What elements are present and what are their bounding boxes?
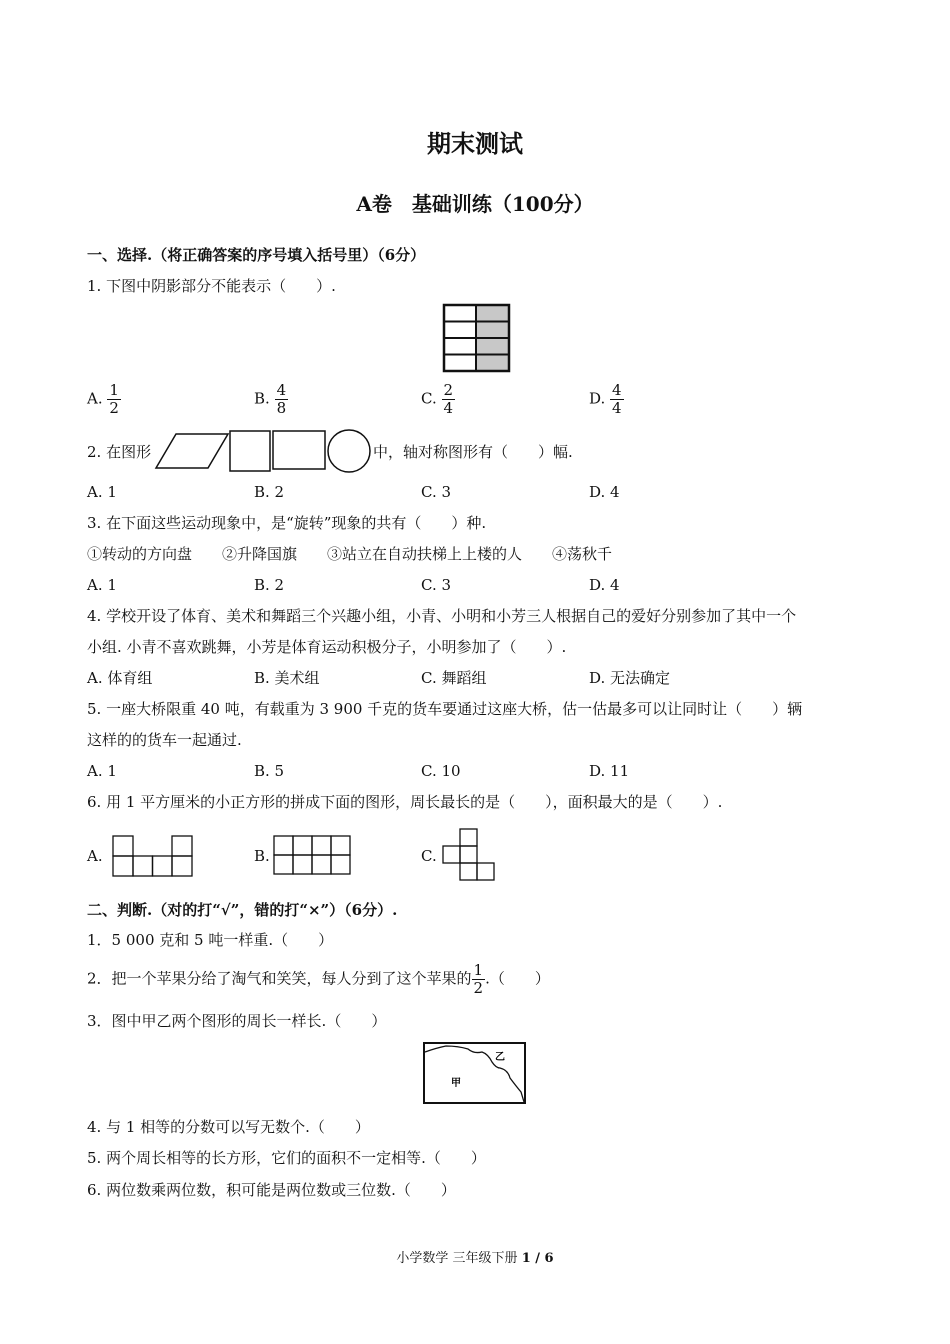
q2-option-a[interactable]: A. 1: [87, 483, 117, 501]
fraction: [275, 382, 289, 417]
q5-option-b[interactable]: B. 5: [254, 762, 285, 780]
s2-q2-prefix: 2．把一个苹果分给了淘气和笑笑，每人分到了这个苹果的: [87, 969, 472, 988]
denominator: 4: [612, 399, 622, 417]
q5-option-a[interactable]: A. 1: [87, 762, 117, 780]
section2-heading: 二、判断.（对的打“√”，错的打“×”）（6分）.: [87, 901, 398, 919]
q4-option-b[interactable]: B. 美术组: [254, 669, 320, 687]
numerator: 4: [612, 381, 622, 399]
s2-q2: [87, 962, 550, 997]
q5-option-d[interactable]: D. 11: [589, 762, 630, 780]
s2-q1: 1．5 000 克和 5 吨一样重.（ ）: [87, 931, 334, 949]
q6-text: 6. 用 1 平方厘米的小正方形的拼成下面的图形，周长最长的是（ ），面积最大的是（ ）.: [87, 793, 723, 811]
s2-q3-figure: [422, 1040, 528, 1106]
q3-option-c[interactable]: C. 3: [421, 576, 452, 594]
dividing-curve: [425, 1046, 524, 1102]
square-shape: [230, 431, 270, 471]
parallelogram-shape: [156, 434, 228, 468]
q6-figure-a: [111, 834, 195, 878]
q1-option-b[interactable]: [254, 382, 288, 417]
option-letter: D.: [589, 389, 606, 408]
option-letter: A.: [87, 389, 103, 408]
q2-option-b[interactable]: B. 2: [254, 483, 285, 501]
page-number: 1 / 6: [521, 1251, 554, 1266]
q2-prefix: 2. 在图形: [87, 443, 152, 461]
s2-q2-suffix: .（ ）: [485, 969, 550, 988]
label-jia: 甲: [451, 1078, 461, 1089]
q5-option-c[interactable]: C. 10: [421, 762, 461, 780]
option-letter: B.: [254, 389, 270, 408]
q1-option-a[interactable]: [87, 382, 121, 417]
numerator: 1: [109, 381, 119, 399]
numerator: 2: [443, 381, 454, 399]
section1-heading: 一、选择.（将正确答案的序号填入括号里）（6分）: [87, 246, 426, 264]
q1-grid-figure: [442, 303, 512, 373]
q2-option-d[interactable]: D. 4: [589, 483, 620, 501]
q2-option-c[interactable]: C. 3: [421, 483, 452, 501]
q1-option-c[interactable]: [421, 382, 455, 417]
numerator: 4: [276, 381, 287, 399]
q6-option-c[interactable]: C.: [421, 847, 437, 865]
q3-text: 3. 在下面这些运动现象中，是“旋转”现象的共有（ ）种.: [87, 514, 487, 532]
q4-line2: 小组. 小青不喜欢跳舞，小芳是体育运动积极分子，小明参加了（ ）.: [87, 638, 567, 656]
q6-figure-b: [272, 834, 352, 878]
q2-suffix: 中，轴对称图形有（ ）幅.: [373, 443, 573, 461]
s2-q5: 5. 两个周长相等的长方形，它们的面积不一定相等.（ ）: [87, 1149, 486, 1167]
footer-text: 小学数学 三年级下册: [396, 1251, 518, 1266]
denominator: 8: [276, 399, 287, 417]
q6-option-b[interactable]: B.: [254, 847, 270, 865]
q1-option-d[interactable]: [589, 382, 624, 417]
q5-line1: 5. 一座大桥限重 40 吨，有载重为 3 900 千克的货车要通过这座大桥，估一估最多可以让同时让（ ）辆: [87, 700, 803, 718]
q3-option-b[interactable]: B. 2: [254, 576, 285, 594]
circle-shape: [328, 430, 370, 472]
q6-option-a[interactable]: A.: [87, 847, 103, 865]
q2-shapes-figure: [152, 428, 374, 474]
fraction: [107, 382, 121, 417]
page-title: 期末测试: [427, 129, 523, 158]
q5-line2: 这样的的货车一起通过.: [87, 731, 242, 749]
fraction: [472, 962, 486, 997]
q4-line1: 4. 学校开设了体育、美术和舞蹈三个兴趣小组，小青、小明和小芳三人根据自己的爱好分别参加了其中一个: [87, 607, 797, 625]
fraction: [442, 382, 456, 417]
label-yi: 乙: [495, 1052, 505, 1063]
s2-q4: 4. 与 1 相等的分数可以写无数个.（ ）: [87, 1118, 370, 1136]
q4-option-d[interactable]: D. 无法确定: [589, 669, 671, 687]
q3-option-a[interactable]: A. 1: [87, 576, 117, 594]
q1-text: 1. 下图中阴影部分不能表示（ ）.: [87, 277, 336, 295]
s2-q6: 6. 两位数乘两位数，积可能是两位数或三位数.（ ）: [87, 1181, 456, 1199]
q4-option-a[interactable]: A. 体育组: [87, 669, 153, 687]
q4-option-c[interactable]: C. 舞蹈组: [421, 669, 487, 687]
q3-option-d[interactable]: D. 4: [589, 576, 620, 594]
option-letter: C.: [421, 389, 437, 408]
page-footer: [0, 1247, 950, 1266]
denominator: 2: [473, 979, 484, 997]
denominator: 4: [443, 399, 454, 417]
page-subtitle: A卷 基础训练（100分）: [356, 192, 594, 216]
q6-figure-c: [440, 827, 498, 885]
denominator: 2: [109, 399, 119, 417]
s2-q3: 3．图中甲乙两个图形的周长一样长.（ ）: [87, 1012, 387, 1030]
numerator: 1: [473, 961, 484, 979]
fraction: [610, 382, 624, 417]
q3-items: ①转动的方向盘 ②升降国旗 ③站立在自动扶梯上上楼的人 ④荡秋千: [87, 545, 613, 563]
rectangle-shape: [273, 431, 325, 469]
